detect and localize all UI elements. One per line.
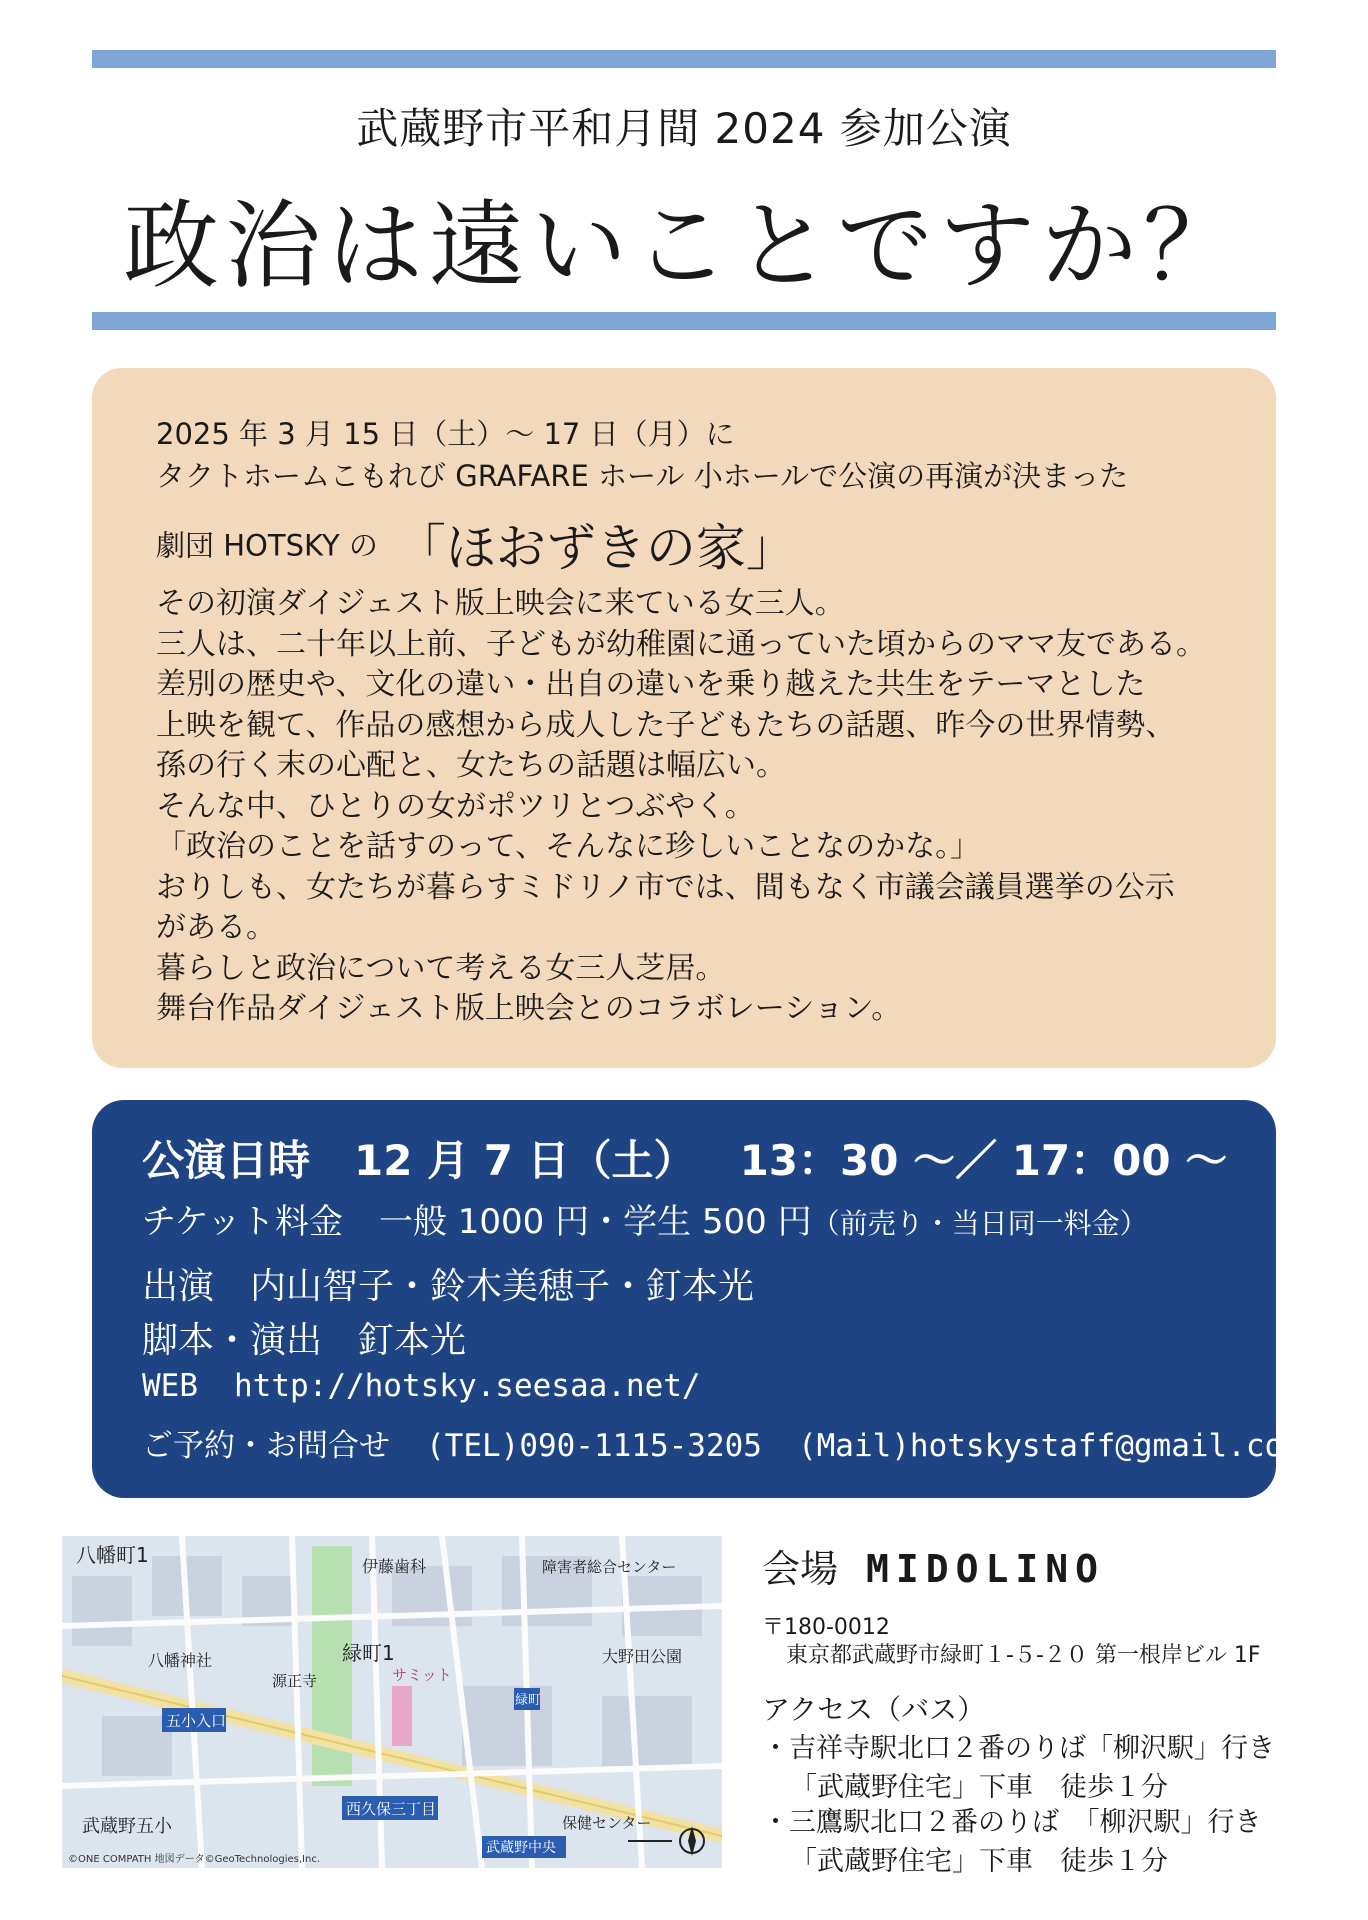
map-copyright: ©ONE COMPATH 地図データ©GeoTechnologies,Inc. xyxy=(68,1854,320,1865)
map-label: 八幡神社 xyxy=(148,1651,213,1670)
web-label: WEB xyxy=(142,1368,198,1404)
map-label: 八幡町1 xyxy=(76,1543,149,1567)
venue-map[interactable] xyxy=(62,1536,722,1868)
troupe-line xyxy=(156,508,796,580)
venue-name: MIDOLINO xyxy=(866,1547,1106,1591)
website xyxy=(142,1368,701,1404)
script-direction xyxy=(142,1312,466,1363)
map-label: 伊藤歯科 xyxy=(362,1557,427,1576)
story-text xyxy=(156,584,1206,1030)
venue-address: 東京都武蔵野市緑町１-５-２０ 第一根岸ビル 1F xyxy=(786,1643,1261,1668)
ticket-label: チケット料金 xyxy=(142,1202,343,1242)
access-route-stop: 「武蔵野住宅」下車 徒歩１分 xyxy=(790,1846,1168,1877)
story-line: 舞台作品ダイジェスト版上映会とのコラボレーション。 xyxy=(156,991,902,1026)
story-line: 暮らしと政治について考える女三人芝居。 xyxy=(156,950,726,986)
map-label: 武蔵野中央 xyxy=(486,1840,556,1856)
top-rule xyxy=(92,50,1276,68)
play-title: 「ほおずきの家」 xyxy=(395,519,796,577)
page-title: 政治は遠いことですか？ xyxy=(123,190,1245,302)
map-label: 西久保三丁目 xyxy=(346,1800,437,1818)
access-route xyxy=(762,1726,1275,1804)
performance-datetime xyxy=(142,1128,1271,1188)
access-heading: アクセス（バス） xyxy=(762,1693,986,1726)
map-label: 緑町1 xyxy=(342,1641,395,1665)
performance-label: 公演日時 xyxy=(142,1136,311,1185)
cast-names: 内山智子・鈴木美穂子・釘本光 xyxy=(250,1266,755,1307)
map-label: サミット xyxy=(392,1666,452,1684)
map-graphic xyxy=(62,1536,722,1868)
rerun-date: 2025 年 3 月 15 日（土）～ 17 日（月）に xyxy=(156,417,735,451)
performance-date: 12 月 7 日（土） xyxy=(354,1136,696,1185)
story-line: がある。 xyxy=(156,910,276,945)
story-line: 「政治のことを話すのって、そんなに珍しいことなのかな。」 xyxy=(156,829,981,864)
bottom-rule xyxy=(92,312,1276,330)
script-name: 釘本光 xyxy=(358,1320,467,1361)
contact-label: ご予約・お問合せ xyxy=(142,1428,390,1464)
story-line: 差別の歴史や、文化の違い・出自の違いを乗り越えた共生をテーマとした xyxy=(156,667,1146,702)
ticket-note: （前売り・当日同一料金） xyxy=(811,1207,1148,1240)
performance-times: 13：30 ～／ 17：00 ～ xyxy=(739,1136,1228,1185)
ticket-prices: 一般 1000 円・学生 500 円 xyxy=(378,1202,812,1242)
story-line: その初演ダイジェスト版上映会に来ている女三人。 xyxy=(156,586,845,621)
postal-code: 〒180-0012 xyxy=(762,1615,890,1640)
venue-label: 会場 xyxy=(762,1547,839,1591)
story-line: おりしも、女たちが暮らすミドリノ市では、間もなく市議会議員選挙の公示 xyxy=(156,869,1175,905)
contact xyxy=(142,1420,1302,1465)
ticket-price xyxy=(142,1194,1148,1243)
cast-label: 出演 xyxy=(142,1266,215,1307)
map-label: 源正寺 xyxy=(272,1672,318,1690)
performance-info-panel xyxy=(92,1100,1302,1498)
troupe-name: 劇団 HOTSKY の xyxy=(156,528,378,563)
script-label: 脚本・演出 xyxy=(142,1320,323,1361)
access-route xyxy=(762,1800,1262,1878)
cast xyxy=(142,1258,754,1309)
map-label: 障害者総合センター xyxy=(542,1558,677,1576)
story-line: 上映を観て、作品の感想から成人した子どもたちの話題、昨今の世界情勢、 xyxy=(156,707,1176,743)
map-label: 保健センター xyxy=(562,1814,652,1832)
map-label: 緑町 xyxy=(515,1693,542,1708)
phone-number[interactable]: (TEL)090-1115-3205 xyxy=(426,1428,762,1464)
web-link[interactable]: http://hotsky.seesaa.net/ xyxy=(234,1368,701,1404)
map-label: 武蔵野五小 xyxy=(82,1816,172,1837)
rerun-venue: タクトホームこもれび GRAFARE ホール 小ホールで公演の再演が決まった xyxy=(156,459,1129,493)
map-label: 大野田公園 xyxy=(602,1647,683,1666)
story-line: 三人は、二十年以上前、子どもが幼稚園に通っていた頃からのママ友である。 xyxy=(156,626,1206,662)
access-route-line: ・三鷹駅北口２番のりば 「柳沢駅」行き xyxy=(762,1807,1262,1838)
map-label: 五小入口 xyxy=(166,1712,227,1730)
venue-heading xyxy=(762,1538,1105,1593)
access-route-line: ・吉祥寺駅北口２番のりば「柳沢駅」行き xyxy=(762,1733,1275,1764)
access-route-stop: 「武蔵野住宅」下車 徒歩１分 xyxy=(790,1772,1168,1803)
email-address[interactable]: (Mail)hotskystaff@gmail.com xyxy=(797,1428,1302,1464)
intro-panel xyxy=(92,368,1276,1068)
story-line: そんな中、ひとりの女がポツリとつぶやく。 xyxy=(156,788,755,824)
story-line: 孫の行く末の心配と、女たちの話題は幅広い。 xyxy=(156,748,786,783)
event-subtitle: 武蔵野市平和月間 2024 参加公演 xyxy=(356,104,1012,153)
